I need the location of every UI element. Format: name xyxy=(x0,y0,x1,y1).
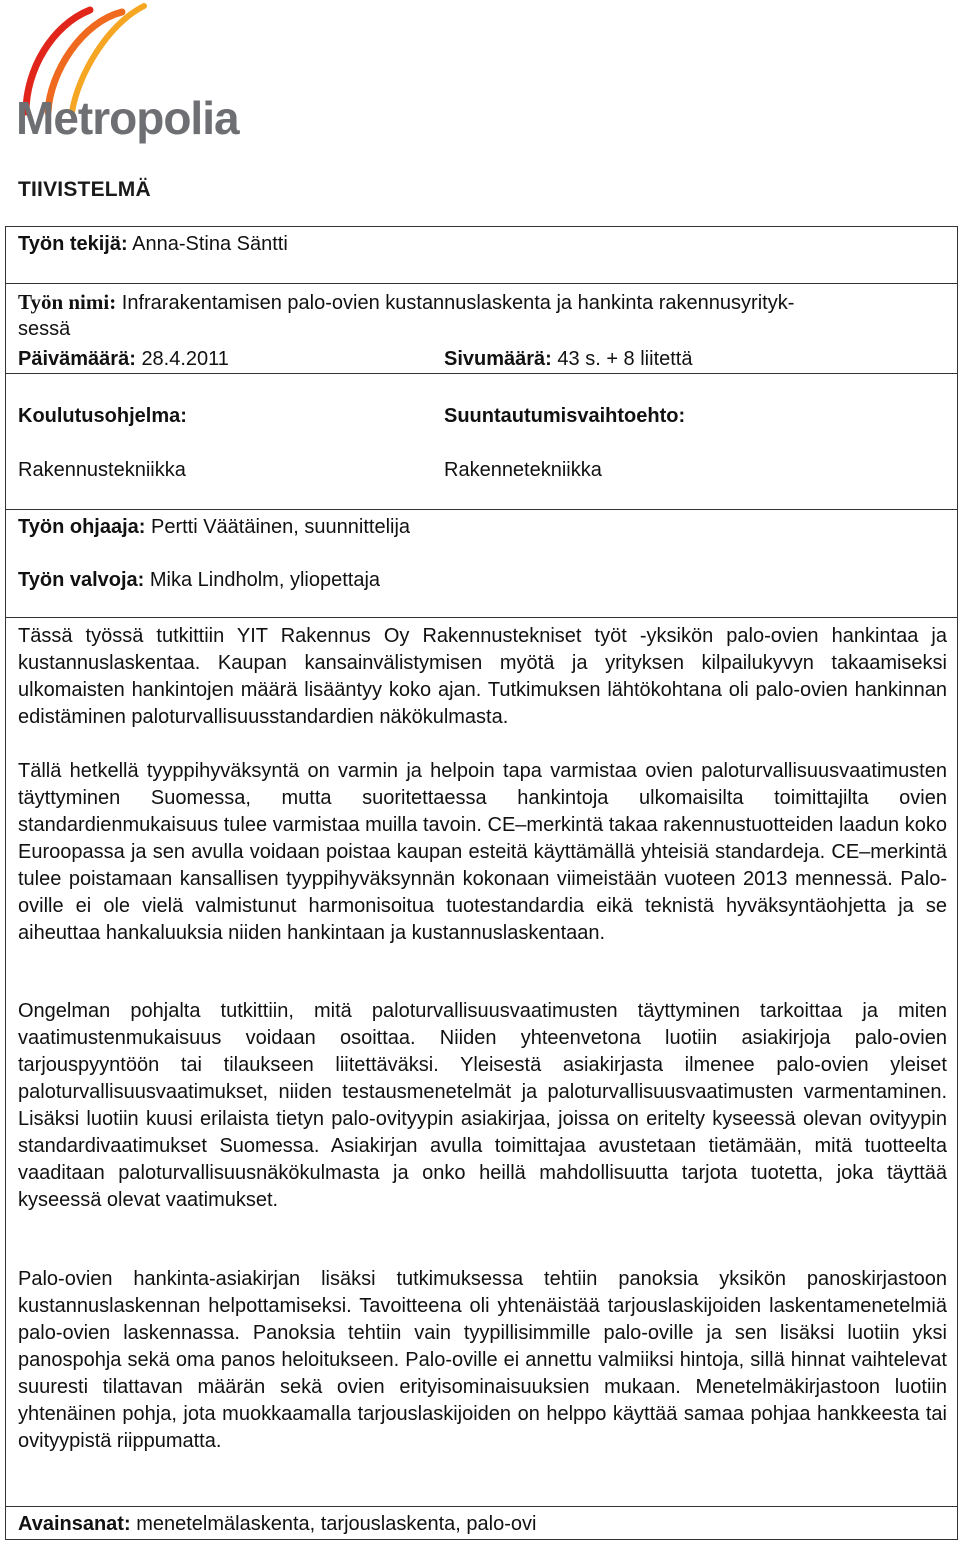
abstract-paragraph-1: Tässä työssä tutkittiin YIT Rakennus Oy Rakennustekniset työt -yksikön palo-ovien hankintaa ja kustannuslaskentaa. Kaupan kansainvälistymisen myötä ja yrityksen kilpailukyvyn takaamiseksi ulkomaisten hankintojen määrä lisääntyy koko ajan. Tutkimuksen lähtökohtana oli palo-ovien hankinnan edistäminen paloturvallisuusstandardien näkökulmasta. xyxy=(18,625,947,728)
author-label: Työn tekijä: xyxy=(18,233,128,255)
title-row xyxy=(18,289,947,316)
divider xyxy=(6,373,957,374)
specialization-label: Suuntautumisvaihtoehto: xyxy=(444,405,686,427)
date-label: Päivämäärä: xyxy=(18,348,136,370)
date-value: 28.4.2011 xyxy=(141,348,229,370)
pages-cell xyxy=(444,346,692,372)
program-label: Koulutusohjelma: xyxy=(18,405,187,427)
keywords-value: menetelmälaskenta, tarjouslaskenta, palo-ovi xyxy=(136,1513,537,1535)
pages-value: 43 s. + 8 liitettä xyxy=(557,348,693,370)
divider xyxy=(6,617,957,618)
supervisor-value: Pertti Väätäinen, suunnittelija xyxy=(150,516,411,538)
title-value-line1: Infrarakentamisen palo-ovien kustannuslaskenta ja hankinta rakennusyrityk- xyxy=(121,292,795,314)
specialization-value: Rakennetekniikka xyxy=(444,459,602,481)
divider xyxy=(6,1506,957,1507)
keywords-label: Avainsanat: xyxy=(18,1513,131,1535)
author-row xyxy=(18,231,947,257)
abstract-paragraph-4: Palo-ovien hankinta-asiakirjan lisäksi tutkimuksessa tehtiin panoksia yksikön panoskirjastoon kustannuslaskennan helpottamiseksi. Tavoitteena oli yhtenäistää tarjouslaskijoiden laskentamenetelmiä palo-ovien laskennassa. Panoksia tehtiin vain tyypillisimmille palo-oville ja sen lisäksi luotiin yksi panospohja sekä oma panos heloitukseen. Palo-oville ei annettu valmiiksi hintoja, sillä hinnat vaihtelevat suuresti tilattavan määrän sekä ovien erityisominaisuuksien mukaan. Menetelmäkirjastoon luotiin yhtenäinen pohja, jota muokkaamalla tarjouslaskijoiden on helppo käyttää samaa pohjaa hankkeesta tai ovityypistä riippumatta. xyxy=(18,1268,947,1452)
author-value: Anna-Stina Säntti xyxy=(132,233,288,255)
program-value: Rakennustekniikka xyxy=(18,459,186,481)
title-value-line2: sessä xyxy=(18,318,71,340)
logo-wordmark: Metropolia xyxy=(16,92,239,144)
metropolia-logo xyxy=(12,0,282,145)
instructor-label: Työn valvoja: xyxy=(18,569,145,591)
program-value-row xyxy=(18,457,947,483)
abstract-box xyxy=(5,226,958,1540)
keywords-row xyxy=(18,1511,947,1537)
title-label: Työn nimi: xyxy=(18,290,117,314)
instructor-row xyxy=(18,567,947,593)
title-row-continued xyxy=(18,316,947,342)
abstract-paragraph-2: Tällä hetkellä tyyppihyväksyntä on varmin ja helpoin tapa varmistaa ovien paloturvallisuusvaatimusten täyttyminen Suomessa, mutta suoritettaessa hankintoja ulkomaisilta toimittajilta ovien standardienmukaisuus tulee varmistaa muilla tavoin. CE–merkintä takaa rakennustuotteiden laadun koko Euroopassa ja sen avulla voidaan poistaa kaupan esteitä käyttämällä yhteisiä standardeja. CE–merkintä tulee poistamaan kansallisen tyyppihyväksynnän kokonaan viimeistään vuoteen 2013 mennessä. Palo-oville ei ole vielä valmistunut harmonisoitua tuotestandardia eikä teknistä hyväksyntäohjetta ja se aiheuttaa hankaluuksia niiden hankintaan ja kustannuslaskentaan. xyxy=(18,760,947,944)
abstract-paragraph-3: Ongelman pohjalta tutkittiin, mitä paloturvallisuusvaatimusten täyttyminen tarkoittaa ja miten vaatimustenmukaisuus voidaan osoittaa. Niiden yhteenvetona luotiin asiakirjoja palo-ovien tarjouspyyntöön tai tilaukseen liitettäväksi. Yleisestä asiakirjasta ilmenee palo-ovien yleiset paloturvallisuusvaatimukset, niiden testausmenetelmät ja paloturvallisuusvaatimusten varmentaminen. Lisäksi luotiin kuusi erilaista tietyn palo-ovityypin asiakirjaa, joissa on eritelty kyseessä olevan ovityypin standardivaatimukset Suomessa. Asiakirjan avulla toimittajaa avustetaan tietämään, mitä tuotteelta vaaditaan paloturvallisuusnäkökulmasta ja onko heillä mahdollisuutta tarjota tuotetta, joka täyttää kyseessä olevat vaatimukset. xyxy=(18,1000,947,1211)
instructor-value: Mika Lindholm, yliopettaja xyxy=(149,569,381,591)
divider xyxy=(6,509,957,510)
date-pages-row xyxy=(18,346,947,372)
supervisor-row xyxy=(18,514,947,540)
supervisor-label: Työn ohjaaja: xyxy=(18,516,146,538)
pages-label: Sivumäärä: xyxy=(444,348,552,370)
program-label-row xyxy=(18,403,947,429)
abstract-heading: TIIVISTELMÄ xyxy=(18,178,151,201)
divider xyxy=(6,283,957,284)
